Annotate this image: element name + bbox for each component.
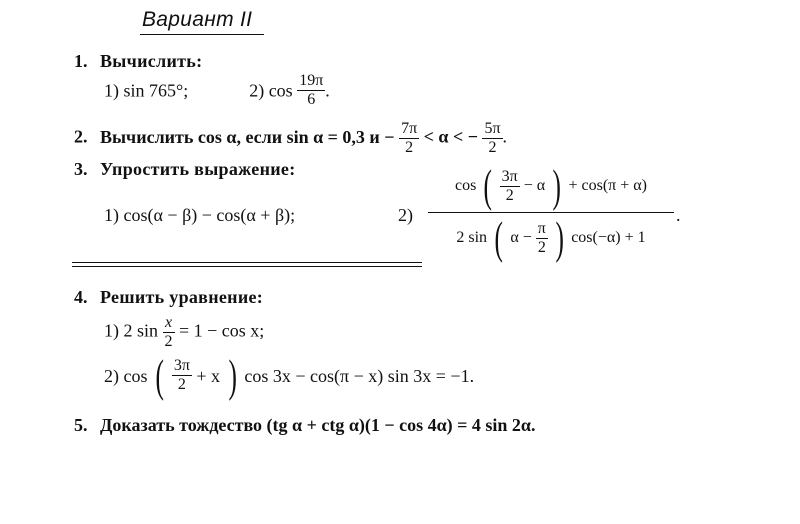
- task-4-item-1: [104, 314, 264, 351]
- task-1-number: 1.: [74, 51, 88, 71]
- task-2-text: Вычислить cos α, если sin α = 0,3 и −: [100, 126, 395, 147]
- task-3-denominator: [428, 212, 674, 266]
- task-3-heading: [74, 158, 296, 180]
- task-3-suffix: .: [676, 205, 681, 225]
- task-2-fraction-2: [482, 120, 502, 157]
- right-paren-icon: ): [228, 349, 237, 401]
- task-1-item-2-numerator: 19π: [299, 72, 324, 89]
- task-3-item-2-label: 2): [398, 205, 413, 225]
- task-4-heading: [74, 286, 263, 308]
- task-1-label: Вычислить:: [100, 51, 203, 71]
- task-2-fraction-1-numerator: 7π: [401, 120, 418, 137]
- task-3-numerator-cos: cos: [455, 177, 477, 194]
- task-1-item-2-fraction: [297, 72, 325, 109]
- task-1-item-2-suffix: .: [325, 80, 330, 101]
- task-3-number: 3.: [74, 159, 88, 179]
- divider-line-bottom: [72, 266, 422, 267]
- task-4-item-2-inner-rest: + x: [196, 365, 221, 386]
- right-paren-icon: ): [555, 212, 564, 263]
- left-paren-icon: (: [483, 160, 493, 211]
- task-3-fraction-bar: [428, 212, 674, 213]
- variant-title: Вариант II: [140, 8, 264, 35]
- task-4-item-1-prefix: 1) 2 sin: [104, 320, 158, 341]
- task-1-items: [104, 72, 330, 109]
- task-5-text: Доказать тождество (tg α + ctg α)(1 − cos 4α) = 4 sin 2α.: [100, 415, 536, 435]
- task-4-number: 4.: [74, 287, 88, 307]
- right-paren-icon: ): [552, 160, 562, 211]
- divider-line-top: [72, 262, 422, 263]
- task-4-item-2-inner-den: 2: [177, 376, 186, 394]
- task-3-denominator-inner-pre: α −: [510, 229, 532, 246]
- task-4-item-2-inner-num: 3π: [173, 357, 190, 375]
- task-4-item-1-fraction: [163, 314, 175, 351]
- task-2-fraction-2-numerator: 5π: [484, 120, 501, 137]
- task-4-item-2-inner-fraction: [172, 357, 192, 394]
- task-3-numerator-right: + cos(π + α): [568, 177, 647, 194]
- task-3-label: Упростить выражение:: [100, 159, 296, 179]
- task-3-numerator-inner-fraction: [500, 168, 520, 205]
- task-4-item-1-suffix: = 1 − cos x;: [179, 320, 265, 341]
- task-3-numerator-inner-den: 2: [505, 186, 514, 204]
- task-2-fraction-1: [399, 120, 419, 157]
- task-3-item-1: 1) cos(α − β) − cos(α + β);: [104, 205, 296, 225]
- task-2-number: 2.: [74, 126, 88, 147]
- task-1-item-1: 1) sin 765°;: [104, 80, 189, 101]
- task-1-item-2-prefix: 2) cos: [249, 80, 293, 101]
- task-5-number: 5.: [74, 415, 88, 435]
- task-3-denominator-inner-fraction: [536, 220, 548, 257]
- task-2-mid: < α < −: [423, 126, 478, 147]
- task-4-item-1-denominator: 2: [164, 333, 173, 350]
- task-3-denominator-right: cos(−α) + 1: [571, 229, 646, 246]
- task-4-label: Решить уравнение:: [100, 287, 264, 307]
- task-3-denominator-inner-num: π: [537, 219, 546, 237]
- task-4-item-1-numerator: x: [163, 314, 175, 333]
- task-2-line: [74, 120, 507, 157]
- task-4-item-2-suffix: cos 3x − cos(π − x) sin 3x = −1.: [244, 365, 475, 386]
- left-paren-icon: (: [494, 212, 503, 263]
- task-3-numerator: [428, 160, 674, 211]
- task-4-item-2-prefix: 2) cos: [104, 365, 148, 386]
- left-paren-icon: (: [155, 349, 164, 401]
- task-1-heading: [74, 50, 202, 72]
- task-3-numerator-inner-rest: − α: [523, 177, 546, 194]
- task-2-suffix: .: [502, 126, 508, 147]
- task-3-numerator-inner-num: 3π: [501, 167, 518, 185]
- task-3-denominator-inner-den: 2: [537, 238, 546, 256]
- task-1-item-2-denominator: 6: [307, 91, 316, 108]
- task-3-denominator-sin: 2 sin: [456, 229, 488, 246]
- task-4-item-2: [104, 349, 475, 401]
- task-5-line: [74, 414, 535, 436]
- task-2-fraction-2-denominator: 2: [488, 139, 497, 156]
- task-2-fraction-1-denominator: 2: [405, 139, 414, 156]
